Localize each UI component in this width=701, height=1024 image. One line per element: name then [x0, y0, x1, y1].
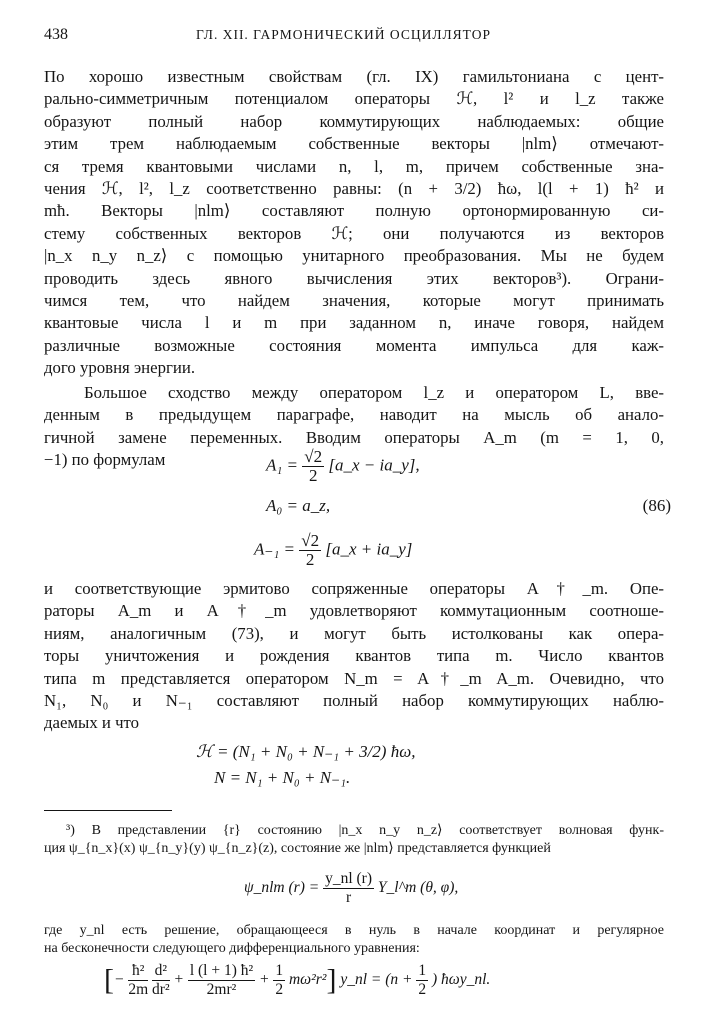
text-line: ся тремя квантовыми числами n, l, m, причем собственные зна-	[44, 156, 664, 176]
text-line: даемых и что	[44, 713, 140, 733]
footnote-line: ция ψ_{n_x}(x) ψ_{n_y}(y) ψ_{n_z}(z), состояние же |nlm⟩ представляется функцией	[44, 841, 551, 856]
text-line: По хорошо известным свойствам (гл. IX) гамильтониана с цент-	[44, 67, 664, 86]
text-line: проводить здесь явного вычисления этих векторов³). Ограни-	[44, 268, 664, 288]
footnote-formula-psi	[244, 870, 458, 907]
equation-lhs: A₋₁ =	[254, 539, 295, 559]
text-line: ниям, аналогичным (73), и могут быть истолкованы как опера-	[44, 623, 664, 643]
fraction-numerator: √2	[301, 531, 320, 550]
fraction-denominator: 2	[305, 550, 315, 569]
equation-a0: A₀ = a_z,	[266, 496, 331, 515]
formula-term: y_nl = (n +	[340, 971, 413, 989]
text-line: чения ℋ, l², l_z соответственно равны: (n + 3/2) ħω, l(l + 1) ħ² и	[44, 179, 664, 199]
footnote-continued	[44, 922, 664, 958]
text-line: торы уничтожения и рождения квантов типа m. Число квантов	[44, 646, 664, 666]
fraction-numerator: 1	[418, 962, 427, 979]
footnote-line: ³) В представлении {r} состоянию |n_x n_y n_z⟩ соответствует волновая функ-	[66, 823, 664, 838]
text-line: стему собственных векторов ℋ; они получаются из векторов	[44, 223, 664, 243]
main-text	[44, 66, 664, 471]
text-line: mħ. Векторы |nlm⟩ составляют полную ортонормированную си-	[44, 201, 664, 221]
main-text-continued	[44, 578, 664, 735]
footnote-differential-equation: [− $\frac{\text{ħ²}}{2m}$ $\frac{\text{d²}}{\text{dr²}}$ + $\frac{\text{l (l + 1) ħ²}}{\text{2mr²}}$ + $\frac{1}{2}$ mω²r²] y_nl = (n + $\frac{1}{2}$ ) ħωy_nl.	[104, 962, 491, 998]
equation-rhs: [a_x − ia_y],	[328, 455, 420, 475]
text-line: образуют полный набор коммутирующих наблюдаемых: общие	[44, 111, 664, 131]
formula-term: mω²r²	[288, 971, 327, 989]
text-line: денным в предыдущем параграфе, наводит на мысль об анало-	[44, 405, 664, 425]
fraction	[152, 962, 170, 999]
text-line: −1) по формулам	[44, 449, 166, 469]
text-line: чимся тем, что найдем значения, которые могут принимать	[44, 291, 664, 311]
fraction-numerator: √2	[304, 447, 323, 466]
text-line: дого уровня энергии.	[44, 358, 196, 378]
fraction-denominator: 2	[418, 981, 427, 998]
equation-a1	[266, 448, 420, 485]
text-line: типа m представляется оператором N_m = A†_m A_m. Очевидно, что	[44, 668, 664, 688]
fraction-numerator: y_nl (r)	[325, 870, 372, 887]
footnote-line: на бесконечности следующего дифференциального уравнения:	[44, 941, 420, 956]
running-head: ГЛ. XII. ГАРМОНИЧЕСКИЙ ОСЦИЛЛЯТОР	[196, 27, 491, 42]
formula-rhs: Y_l^m (θ, φ),	[377, 879, 459, 897]
hamiltonian-equation: ℋ = (N₁ + N₀ + N₋₁ + 3/2) ħω,	[196, 742, 416, 761]
fraction	[416, 962, 428, 999]
text-line: N₁, N₀ и N₋₁ составляют полный набор коммутирующих наблю-	[44, 691, 664, 711]
total-number-equation: N = N₁ + N₀ + N₋₁.	[214, 768, 351, 787]
footnote-line: где y_nl есть решение, обращающееся в нуль в начале координат и регулярное	[44, 923, 664, 938]
fraction-numerator: l (l + 1) ħ²	[189, 962, 254, 979]
text-line: рально-симметричным потенциалом операторы ℋ, l² и l_z также	[44, 89, 664, 109]
paragraph-1	[44, 66, 664, 380]
fraction-numerator: 1	[275, 962, 284, 979]
fraction-denominator: 2	[308, 466, 318, 485]
fraction	[188, 962, 255, 999]
fraction	[299, 532, 321, 569]
fraction-denominator: 2m	[128, 981, 149, 998]
fraction-denominator: r	[345, 889, 352, 906]
fraction-numerator: d²	[152, 962, 170, 981]
page-number: 438	[44, 26, 68, 43]
fraction-denominator: 2mr²	[206, 981, 237, 998]
fraction-denominator: 2	[275, 981, 284, 998]
text-line: раторы A_m и A†_m удовлетворяют коммутационным соотноше-	[44, 601, 664, 621]
fraction	[323, 870, 374, 907]
text-line: и соответствующие эрмитово сопряженные операторы A†_m. Опе-	[44, 579, 664, 598]
paragraph-3	[44, 578, 664, 735]
fraction	[273, 962, 285, 999]
text-line: различные возможные состояния момента импульса для каж-	[44, 335, 664, 355]
formula-lhs: ψ_nlm (r) =	[244, 879, 320, 897]
page-header	[44, 26, 664, 48]
equation-number: (86)	[642, 496, 671, 515]
fraction-denominator: dr²	[152, 981, 170, 998]
close-bracket: ]	[326, 963, 337, 997]
text-line: |n_x n_y n_z⟩ с помощью унитарного преобразования. Мы не будем	[44, 246, 664, 266]
text-line: квантовые числа l и m при заданном n, иначе говоря, найдем	[44, 313, 664, 333]
text-line: этим трем наблюдаемым собственные векторы |nlm⟩ отмечают-	[44, 134, 664, 154]
equation-rhs: [a_x + ia_y]	[325, 539, 413, 559]
equation-lhs: A₁ =	[266, 455, 299, 475]
open-bracket: [	[104, 963, 114, 997]
text-line: гичной замене переменных. Вводим операторы A_m (m = 1, 0,	[44, 427, 664, 447]
formula-term: ) ħωy_nl.	[431, 971, 491, 989]
equation-a-minus1	[254, 532, 412, 569]
footnote	[44, 822, 664, 858]
fraction	[302, 448, 324, 485]
fraction	[128, 962, 148, 999]
fraction-numerator: ħ²	[128, 962, 148, 981]
text-line: Большое сходство между оператором l_z и оператором L, вве-	[84, 382, 664, 402]
footnote-divider	[44, 810, 172, 811]
